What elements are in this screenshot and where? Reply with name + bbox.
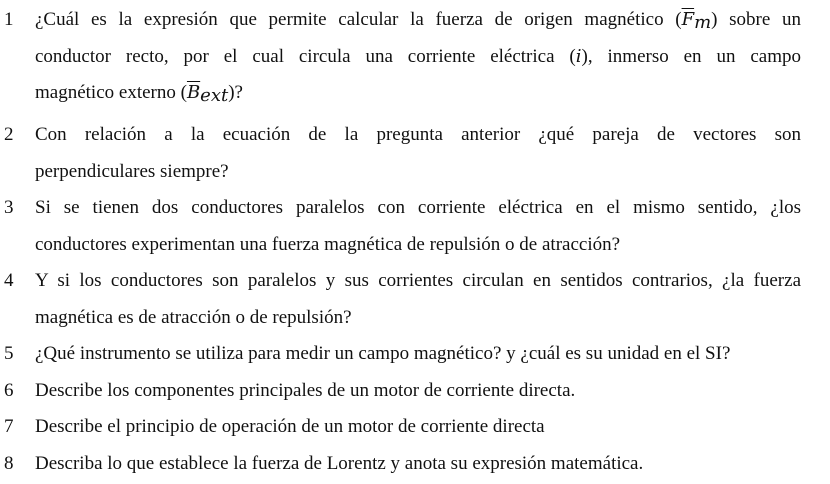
- question-number: 4: [4, 270, 14, 291]
- question-number: 2: [4, 124, 14, 145]
- question-number: 6: [4, 379, 14, 401]
- question-number: 5: [4, 343, 14, 364]
- question-text-line: magnética es de atracción o de repulsión?: [35, 306, 352, 328]
- question-text-line: ¿Cuál es la expresión que permite calcular la fuerza de origen magnético $(\overline{F}_m)$ sobre un: [35, 9, 801, 33]
- question-text-line: conductores experimentan una fuerza magnética de repulsión o de atracción?: [35, 233, 621, 255]
- question-number: 1: [4, 9, 14, 30]
- current-symbol: i: [575, 45, 582, 67]
- question-text-line: Describa lo que establece la fuerza de Lorentz y anota su expresión matemática.: [35, 452, 644, 474]
- force-vector-symbol: $\overline{F}$: [681, 9, 695, 30]
- question-text-line: Y si los conductores son paralelos y sus corrientes circulan en sentidos contrarios, ¿la fuerza: [35, 270, 801, 291]
- question-text-line: Describe el principio de operación de un motor de corriente directa: [35, 416, 545, 437]
- question-text-line: ¿Qué instrumento se utiliza para medir un campo magnético? y ¿cuál es su unidad en el SI?: [35, 343, 731, 364]
- field-vector-symbol: $\overline{B}$: [186, 82, 201, 103]
- question-text-line: Con relación a la ecuación de la pregunta anterior ¿qué pareja de vectores son: [35, 124, 801, 145]
- question-number: 8: [4, 452, 14, 474]
- question-text-line: conductor recto, por el cual circula una corriente eléctrica (i), inmerso en un campo: [35, 45, 801, 67]
- question-number: 7: [4, 416, 14, 437]
- question-text-line: Si se tienen dos conductores paralelos con corriente eléctrica en el mismo sentido, ¿los: [35, 197, 801, 218]
- question-text-line: perpendiculares siempre?: [35, 160, 229, 182]
- question-number: 3: [4, 197, 14, 218]
- question-text-line: Describe los componentes principales de un motor de corriente directa.: [35, 379, 576, 401]
- question-text-line: magnético externo $(\overline{B}_{ext})$?: [35, 82, 243, 106]
